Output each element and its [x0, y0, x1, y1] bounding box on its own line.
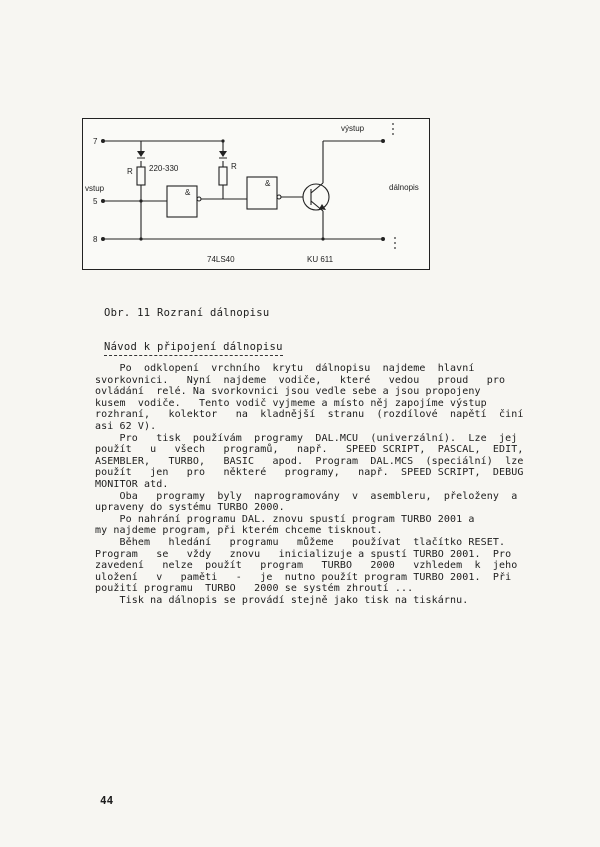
text-line: upraveny do systému TURBO 2000.: [95, 502, 285, 514]
text-line: Po nahrání programu DAL. znovu spustí program TURBO 2001 a: [95, 513, 475, 525]
text-line: použít jen pro některé programy, např. SPEED SCRIPT, DEBUG: [95, 467, 524, 479]
pin-bottom-label: 8: [93, 235, 98, 244]
gate2-mark: &: [265, 179, 271, 188]
device-label: dálnopis: [389, 183, 419, 192]
text-line: svorkovnici. Nyní najdeme vodiče, které vedou proud pro: [95, 374, 506, 386]
text-line: ovládání relé. Na svorkovnici jsou vedle sebe a jsou propojeny: [95, 386, 481, 398]
page-number: 44: [100, 794, 114, 807]
text-line: uložení v paměti - je nutno použít program TURBO 2001. Při: [95, 571, 512, 583]
text-line: použít u všech programů, např. SPEED SCRIPT, PASCAL, EDIT,: [95, 444, 524, 456]
text-line: Program se vždy znovu inicializuje a spustí TURBO 2001. Pro: [95, 548, 512, 560]
r2-label: R: [231, 162, 237, 171]
input-label: vstup: [85, 184, 105, 193]
transistor-label: KU 611: [307, 255, 334, 264]
section-heading: Návod k připojení dálnopisu: [104, 341, 283, 356]
text-line: asi 62 V).: [95, 420, 157, 432]
interface-schematic: [82, 118, 430, 270]
text-line: použití programu TURBO 2000 se systém zhroutí ...: [95, 583, 414, 595]
output-label: výstup: [341, 124, 365, 133]
text-line: my najdeme program, při kterém chceme tisknout.: [95, 525, 383, 537]
text-line: Pro tisk používám programy DAL.MCU (univerzální). Lze jej: [95, 432, 518, 444]
gate1-mark: &: [185, 188, 191, 197]
figure-caption: Obr. 11 Rozraní dálnopisu: [104, 307, 270, 319]
text-line: zavedení nelze použít program TURBO 2000 vzhledem k jeho: [95, 560, 518, 572]
text-line: Během hledání programu můžeme používat tlačítko RESET.: [95, 536, 506, 548]
text-line: MONITOR atd.: [95, 478, 169, 490]
text-line: kusem vodiče. Tento vodič vyjmeme a místo něj zapojíme výstup: [95, 397, 487, 409]
text-line: Tisk na dálnopis se provádí stejně jako tisk na tiskárnu.: [95, 594, 469, 606]
text-line: rozhraní, kolektor na kladnější stranu (rozdílové napětí činí: [95, 409, 524, 421]
text-line: Oba programy byly naprogramovány v asembleru, přeloženy a: [95, 490, 518, 502]
body-text: [95, 363, 540, 606]
schematic-drawing: [83, 119, 429, 269]
ic-label: 74LS40: [207, 255, 235, 264]
pin-mid-label: 5: [93, 197, 98, 206]
r1-label: R: [127, 167, 133, 176]
pin-top-label: 7: [93, 137, 98, 146]
text-line: Po odklopení vrchního krytu dálnopisu najdeme hlavní: [95, 363, 475, 374]
text-line: ASEMBLER, TURBO, BASIC apod. Program DAL.MCS (speciální) lze: [95, 455, 524, 467]
r1-value-label: 220-330: [149, 164, 179, 173]
